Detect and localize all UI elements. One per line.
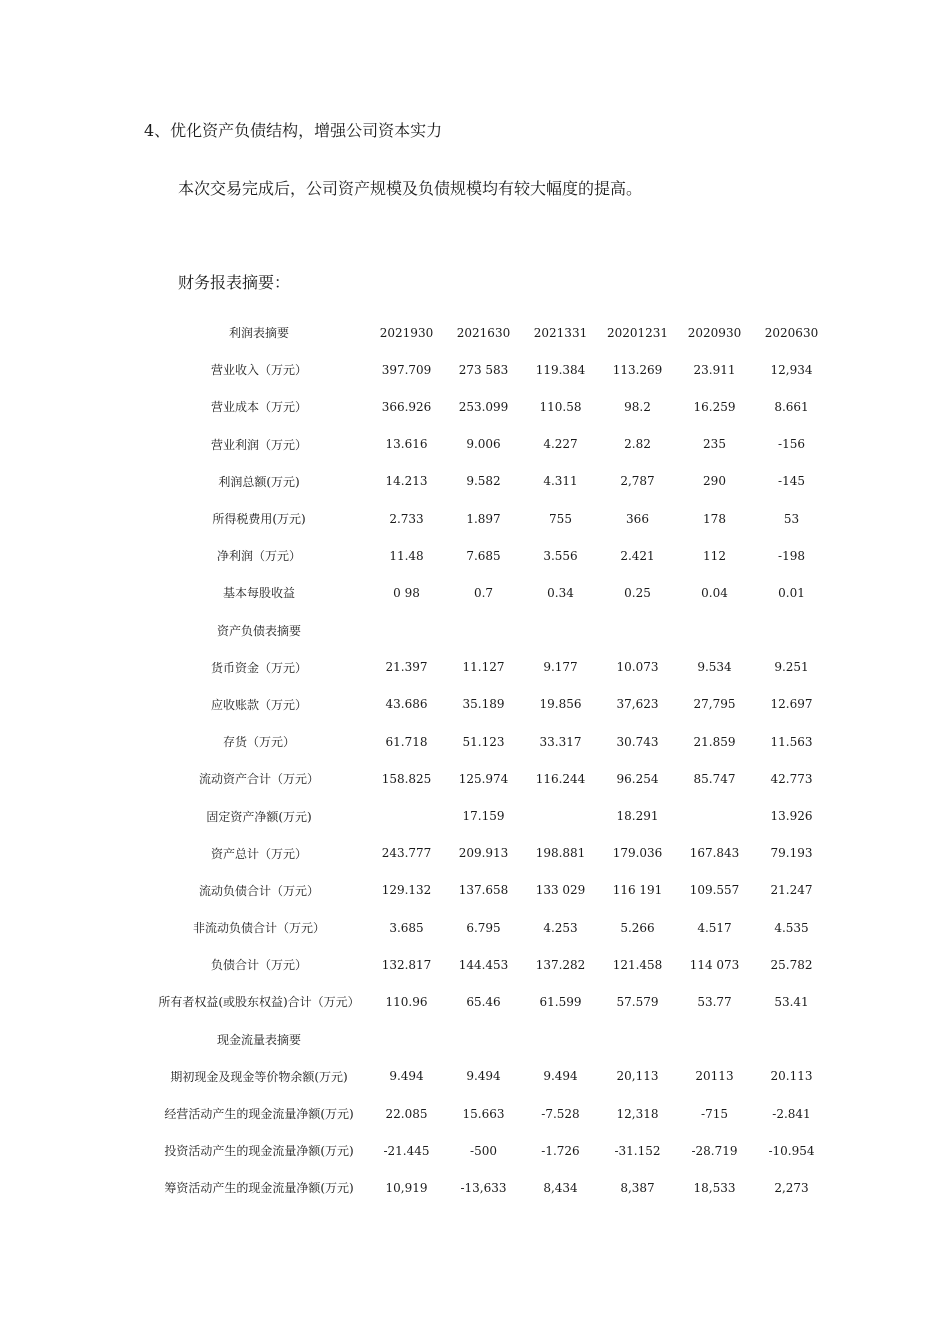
column-header: 2021630	[456, 325, 511, 340]
table-cell: 30.743	[616, 734, 659, 749]
table-cell: 167.843	[689, 846, 740, 861]
table-row	[150, 1169, 830, 1206]
table-cell: 9.177	[543, 660, 578, 675]
table-cell: 137.658	[458, 883, 509, 898]
table-cell: 96.254	[616, 771, 659, 786]
table-cell: 57.579	[616, 994, 659, 1009]
table-row	[150, 983, 830, 1020]
table-cell: 61.599	[539, 994, 582, 1009]
table-cell: 20113	[695, 1069, 734, 1084]
table-cell: 9.582	[466, 474, 501, 489]
table-cell: 110.96	[385, 994, 428, 1009]
table-cell: -156	[778, 437, 805, 452]
table-row	[150, 1058, 830, 1095]
table-cell: 14.213	[385, 474, 428, 489]
table-row	[150, 835, 830, 872]
row-label: 流动负债合计（万元）	[198, 883, 319, 898]
table-cell: -500	[470, 1143, 497, 1158]
row-label: 流动资产合计（万元）	[198, 772, 319, 787]
table-cell: 125.974	[458, 771, 509, 786]
table-cell	[445, 612, 522, 649]
table-cell: 116 191	[612, 883, 663, 898]
table-cell: 209.913	[458, 846, 509, 861]
table-cell	[522, 797, 599, 834]
table-cell: 397.709	[381, 362, 432, 377]
table-row	[150, 760, 830, 797]
table-cell: 4.311	[543, 474, 578, 489]
table-cell: -715	[701, 1106, 728, 1121]
table-cell: 12,934	[770, 362, 813, 377]
row-label: 货币资金（万元）	[210, 660, 307, 675]
table-cell: 121.458	[612, 957, 663, 972]
row-label: 应收账款（万元）	[210, 697, 307, 712]
table-cell: 53.77	[697, 994, 732, 1009]
table-cell: 22.085	[385, 1106, 428, 1121]
table-cell: 119.384	[535, 362, 586, 377]
table-cell: 132.817	[381, 957, 432, 972]
table-cell: 13.616	[385, 437, 428, 452]
table-cell	[676, 797, 753, 834]
table-cell: 198.881	[535, 846, 586, 861]
table-cell	[522, 1021, 599, 1058]
table-cell: 253.099	[458, 399, 509, 414]
table-cell: 0.04	[701, 585, 728, 600]
table-row	[150, 1021, 830, 1058]
table-row	[150, 723, 830, 760]
table-cell: 12,318	[616, 1106, 659, 1121]
table-cell: 37,623	[616, 697, 659, 712]
table-cell: 178	[703, 511, 726, 526]
table-cell: 21.247	[770, 883, 813, 898]
table-row	[150, 797, 830, 834]
row-label: 存货（万元）	[222, 735, 295, 750]
table-cell: -21.445	[383, 1143, 430, 1158]
table-cell: -198	[778, 548, 805, 563]
table-row	[150, 463, 830, 500]
table-cell: 109.557	[689, 883, 740, 898]
table-cell: 35.189	[462, 697, 505, 712]
table-cell: 144.453	[458, 957, 509, 972]
table-cell: 7.685	[466, 548, 501, 563]
table-cell	[522, 612, 599, 649]
table-cell: 366	[626, 511, 649, 526]
table-cell: 4.535	[774, 920, 809, 935]
table-cell: 243.777	[381, 846, 432, 861]
table-cell: 2.82	[624, 437, 651, 452]
row-label: 净利润（万元）	[216, 549, 301, 564]
table-cell: 6.795	[466, 920, 501, 935]
table-cell: 290	[703, 474, 726, 489]
table-row	[150, 574, 830, 611]
table-row	[150, 872, 830, 909]
table-cell: 8.661	[774, 399, 809, 414]
table-cell: -145	[778, 474, 805, 489]
table-row	[150, 351, 830, 388]
table-cell: 51.123	[462, 734, 505, 749]
row-label: 非流动负债合计（万元）	[192, 921, 325, 936]
table-cell: -7.528	[541, 1106, 580, 1121]
table-body	[150, 351, 830, 1206]
row-label: 资产总计（万元）	[210, 846, 307, 861]
table-cell: 8,387	[620, 1180, 655, 1195]
table-row	[150, 909, 830, 946]
column-header: 2021930	[379, 325, 434, 340]
table-cell: 79.193	[770, 846, 813, 861]
table-row	[150, 388, 830, 425]
row-label: 资产负债表摘要	[216, 623, 301, 638]
table-cell: 2,273	[774, 1180, 809, 1195]
table-cell: 116.244	[535, 771, 586, 786]
table-cell: 42.773	[770, 771, 813, 786]
table-cell: -31.152	[614, 1143, 661, 1158]
table-cell: 114 073	[689, 957, 740, 972]
table-cell	[753, 1021, 830, 1058]
table-cell: 9.251	[774, 660, 809, 675]
table-cell: 4.227	[543, 437, 578, 452]
table-cell: 9.534	[697, 660, 732, 675]
table-cell	[599, 612, 676, 649]
table-cell: 10.073	[616, 660, 659, 675]
table-cell: 20,113	[616, 1069, 659, 1084]
table-cell: 17.159	[462, 809, 505, 824]
row-label: 投资活动产生的现金流量净额(万元)	[164, 1144, 354, 1159]
table-row	[150, 686, 830, 723]
table-row	[150, 500, 830, 537]
table-cell: -1.726	[541, 1143, 580, 1158]
row-label: 所得税费用(万元)	[212, 512, 306, 527]
table-cell: 133 029	[535, 883, 586, 898]
table-cell: 137.282	[535, 957, 586, 972]
table-cell: 0.34	[547, 585, 574, 600]
section-heading: 4、优化资产负债结构，增强公司资本实力	[144, 121, 443, 140]
table-cell: 19.856	[539, 697, 582, 712]
table-row	[150, 1132, 830, 1169]
table-cell: 61.718	[385, 734, 428, 749]
table-cell: 9.494	[543, 1069, 578, 1084]
table-row	[150, 1095, 830, 1132]
table-row	[150, 649, 830, 686]
table-row	[150, 946, 830, 983]
table-cell: 112	[703, 548, 726, 563]
table-cell: 85.747	[693, 771, 736, 786]
table-cell: 10,919	[385, 1180, 428, 1195]
row-label: 现金流量表摘要	[216, 1032, 301, 1047]
column-header: 2021331	[533, 325, 588, 340]
table-cell: 9.494	[389, 1069, 424, 1084]
table-cell: 15.663	[462, 1106, 505, 1121]
table-cell: 5.266	[620, 920, 655, 935]
column-header: 2020630	[764, 325, 819, 340]
table-cell: -28.719	[691, 1143, 738, 1158]
table-cell	[676, 612, 753, 649]
table-cell: 13.926	[770, 809, 813, 824]
table-cell: 2.421	[620, 548, 655, 563]
table-header-row	[150, 314, 830, 351]
table-cell: 53.41	[774, 994, 809, 1009]
table-cell: 20.113	[770, 1069, 813, 1084]
table-cell: 9.494	[466, 1069, 501, 1084]
table-cell: 0.25	[624, 585, 651, 600]
table-cell	[753, 612, 830, 649]
table-cell: 43.686	[385, 697, 428, 712]
table-cell: 98.2	[624, 399, 651, 414]
financial-summary-table	[150, 314, 830, 1207]
table-cell: 9.006	[466, 437, 501, 452]
row-label: 筹资活动产生的现金流量净额(万元)	[164, 1181, 354, 1196]
row-label: 基本每股收益	[222, 586, 295, 601]
table-cell: 0 98	[393, 585, 420, 600]
row-label: 经营活动产生的现金流量净额(万元)	[164, 1107, 354, 1122]
table-caption: 财务报表摘要：	[178, 273, 291, 292]
table-cell	[368, 797, 445, 834]
row-label: 营业收入（万元）	[210, 363, 307, 378]
table-cell: 0.01	[778, 585, 805, 600]
table-cell: 27,795	[693, 697, 736, 712]
table-cell: 11.563	[770, 734, 813, 749]
header-label: 利润表摘要	[228, 326, 289, 341]
table-cell: 3.556	[543, 548, 578, 563]
row-label: 负债合计（万元）	[210, 958, 307, 973]
table-row	[150, 426, 830, 463]
table-cell: 755	[549, 511, 572, 526]
table-cell: 8,434	[543, 1180, 578, 1195]
table-cell: 33.317	[539, 734, 582, 749]
table-cell: 3.685	[389, 920, 424, 935]
table-cell: 21.859	[693, 734, 736, 749]
table-cell: 25.782	[770, 957, 813, 972]
table-cell: 4.517	[697, 920, 732, 935]
table-cell: 65.46	[466, 994, 501, 1009]
table-cell: 11.48	[389, 548, 424, 563]
table-cell: 110.58	[539, 399, 582, 414]
table-cell: 2.733	[389, 511, 424, 526]
table-cell	[676, 1021, 753, 1058]
table-cell: 235	[703, 437, 726, 452]
row-label: 固定资产净额(万元)	[206, 809, 312, 824]
table-cell	[368, 1021, 445, 1058]
row-label: 营业成本（万元）	[210, 400, 307, 415]
row-label: 利润总额(万元)	[218, 474, 300, 489]
table-cell: 23.911	[693, 362, 736, 377]
table-cell: 18.291	[616, 809, 659, 824]
table-cell: 4.253	[543, 920, 578, 935]
table-cell: 2,787	[620, 474, 655, 489]
table-cell: 179.036	[612, 846, 663, 861]
column-header: 20201231	[606, 325, 669, 340]
table-cell: 21.397	[385, 660, 428, 675]
table-cell: 1.897	[466, 511, 501, 526]
row-label: 营业利润（万元）	[210, 437, 307, 452]
table-cell	[368, 612, 445, 649]
table-row	[150, 537, 830, 574]
table-cell: 113.269	[612, 362, 663, 377]
table-cell: -13,633	[460, 1180, 507, 1195]
table-cell: 366.926	[381, 399, 432, 414]
table-cell: 129.132	[381, 883, 432, 898]
table-cell	[599, 1021, 676, 1058]
table-cell	[445, 1021, 522, 1058]
body-paragraph: 本次交易完成后，公司资产规模及负债规模均有较大幅度的提高。	[178, 179, 643, 198]
table-row	[150, 612, 830, 649]
table-cell: -10.954	[768, 1143, 815, 1158]
column-header: 2020930	[687, 325, 742, 340]
row-label: 所有者权益(或股东权益)合计（万元）	[158, 995, 360, 1010]
table-cell: 11.127	[462, 660, 505, 675]
table-cell: 53	[783, 511, 800, 526]
table-cell: 12.697	[770, 697, 813, 712]
table-cell: 16.259	[693, 399, 736, 414]
table-cell: -2.841	[772, 1106, 811, 1121]
table-cell: 0.7	[473, 585, 494, 600]
row-label: 期初现金及现金等价物余额(万元)	[170, 1069, 348, 1084]
table-cell: 158.825	[381, 771, 432, 786]
table-cell: 273 583	[458, 362, 509, 377]
table-cell: 18,533	[693, 1180, 736, 1195]
